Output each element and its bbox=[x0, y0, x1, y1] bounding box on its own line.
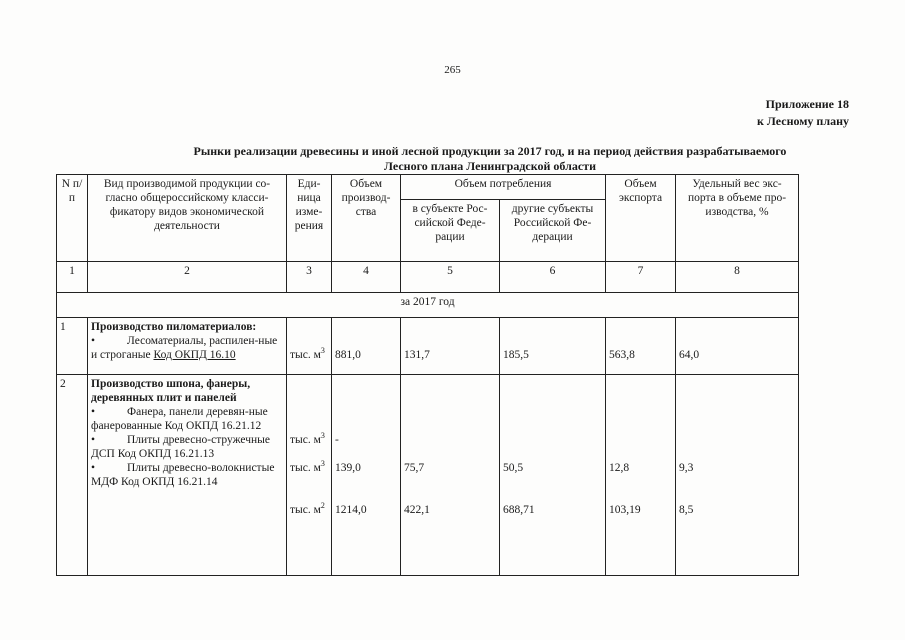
bullet-icon bbox=[91, 335, 127, 347]
row-other: 185,5 bbox=[500, 318, 606, 375]
header-export: Объем экспорта bbox=[606, 175, 676, 262]
header-product-type: Вид производимой продукции со-гласно общероссийскому класси-фикатору видов экономической деятельности bbox=[88, 175, 287, 262]
row-product bbox=[88, 318, 287, 375]
bullet-icon bbox=[91, 462, 127, 474]
document-title bbox=[120, 144, 860, 174]
title-line-2: Лесного плана Ленинградской области bbox=[384, 159, 596, 173]
row-export: 12,8 103,19 bbox=[606, 375, 676, 576]
col-number: 5 bbox=[401, 262, 500, 293]
col-number: 6 bbox=[500, 262, 606, 293]
title-line-1: Рынки реализации древесины и иной лесной продукции за 2017 год, и на период действия разрабатываемого bbox=[193, 144, 787, 158]
row-unit: тыс. $м^3$ тыс. $м^3$ тыс. $м^2$ bbox=[287, 375, 332, 576]
col-number: 7 bbox=[606, 262, 676, 293]
bullet-icon bbox=[91, 434, 127, 446]
col-number: 8 bbox=[676, 262, 799, 293]
row-num: 2 bbox=[57, 375, 88, 576]
list-item: • Плиты древесно-волокнистые МДФ Код ОКПД 16.21.14 bbox=[91, 461, 283, 489]
row-export: 563,8 bbox=[606, 318, 676, 375]
row-volume: - 139,0 1214,0 bbox=[332, 375, 401, 576]
row-share: 9,3 8,5 bbox=[676, 375, 799, 576]
group-title: Производство пиломатериалов: bbox=[91, 321, 257, 333]
list-item: • Фанера, панели деревян-ные фанерованные Код ОКПД 16.21.12 bbox=[91, 405, 283, 433]
row-product bbox=[88, 375, 287, 576]
table-row-group-2 bbox=[57, 375, 799, 576]
timber-markets-table bbox=[56, 174, 799, 576]
bullet-icon bbox=[91, 406, 127, 418]
year-label: за 2017 год bbox=[57, 293, 799, 318]
column-numbers-row bbox=[57, 262, 799, 293]
header-in-subject: в субъекте Рос-сийской Феде-рации bbox=[401, 200, 500, 262]
row-subject: 75,7 422,1 bbox=[401, 375, 500, 576]
row-share: 64,0 bbox=[676, 318, 799, 375]
col-number: 1 bbox=[57, 262, 88, 293]
header-num: N п/п bbox=[57, 175, 88, 262]
group-title: Производство шпона, фанеры, деревянных плит и панелей bbox=[91, 378, 251, 404]
header-row bbox=[57, 175, 799, 200]
appendix-line-1: Приложение 18 bbox=[765, 97, 849, 111]
row-num: 1 bbox=[57, 318, 88, 375]
table-row-group-1 bbox=[57, 318, 799, 375]
col-number: 4 bbox=[332, 262, 401, 293]
okpd-code-link: Код ОКПД 16.10 bbox=[153, 349, 236, 361]
appendix-note bbox=[757, 96, 849, 130]
row-other: 50,5 688,71 bbox=[500, 375, 606, 576]
col-number: 2 bbox=[88, 262, 287, 293]
row-volume: 881,0 bbox=[332, 318, 401, 375]
header-production-volume: Объем производ-ства bbox=[332, 175, 401, 262]
header-unit: Еди-ница изме-рения bbox=[287, 175, 332, 262]
appendix-line-2: к Лесному плану bbox=[757, 114, 849, 128]
header-export-share: Удельный вес экс-порта в объеме про-изводства, % bbox=[676, 175, 799, 262]
item-text: Лесоматериалы, распилен-ные и строганые bbox=[91, 335, 278, 361]
row-unit: тыс. $м^3$ bbox=[287, 318, 332, 375]
page-number: 265 bbox=[444, 64, 461, 76]
header-other-subjects: другие субъекты Российской Фе-дерации bbox=[500, 200, 606, 262]
header-consumption: Объем потребления bbox=[401, 175, 606, 200]
year-row bbox=[57, 293, 799, 318]
list-item: • Плиты древесно-стружечные ДСП Код ОКПД 16.21.13 bbox=[91, 433, 283, 461]
row-subject: 131,7 bbox=[401, 318, 500, 375]
col-number: 3 bbox=[287, 262, 332, 293]
